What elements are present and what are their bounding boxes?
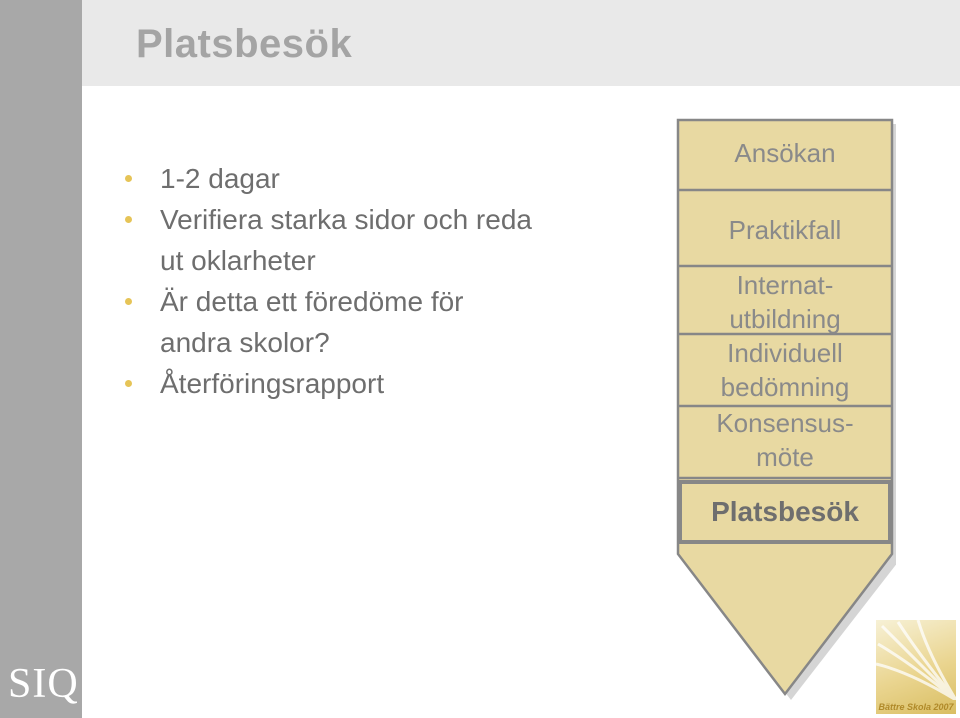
school-logo: [876, 620, 956, 714]
bullet-item: Är detta ett föredöme för andra skolor?: [120, 281, 540, 363]
stage-praktikfall: Praktikfall: [728, 215, 842, 245]
bullet-item: 1-2 dagar: [120, 158, 540, 199]
bullet-item: Verifiera starka sidor och reda ut oklarheter: [120, 199, 540, 281]
sunburst-icon: [876, 620, 956, 700]
stage-internatutbildning: Internat- utbildning: [729, 270, 841, 334]
bullet-item: Återföringsrapport: [120, 363, 540, 404]
bullet-list: [120, 158, 540, 404]
school-logo-text: Bättre Skola 2007: [878, 702, 954, 712]
siq-logo: SIQ: [8, 661, 79, 707]
slide-title: Platsbesök: [136, 22, 353, 66]
stage-ansokan: Ansökan: [734, 138, 836, 168]
stage-individuell-bedomning: Individuell bedömning: [720, 338, 850, 402]
stage-konsensusmote: Konsensus- möte: [716, 408, 854, 472]
stage-platsbesok-active: Platsbesök: [678, 480, 892, 544]
process-funnel: [676, 118, 896, 700]
left-sidebar-bar: [0, 0, 82, 718]
